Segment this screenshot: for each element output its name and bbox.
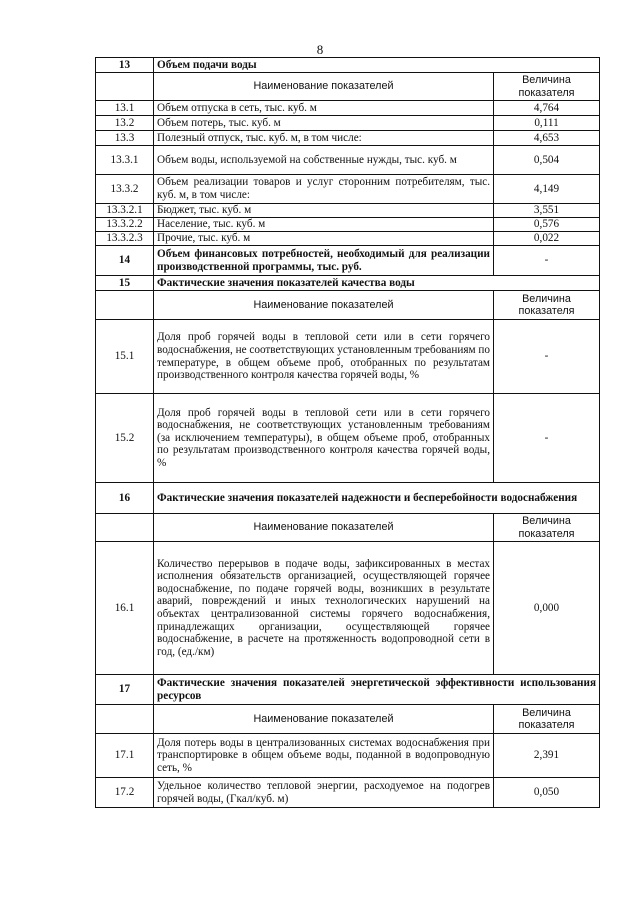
column-header-row: [96, 73, 600, 101]
header-blank-cell: [96, 514, 154, 542]
column-header-row: [96, 705, 600, 734]
section-row: [96, 246, 600, 276]
row-value: 0,576: [494, 218, 600, 232]
row-value: 0,000: [494, 542, 600, 675]
header-blank-cell: [96, 291, 154, 320]
table-row: [96, 131, 600, 146]
row-value: 0,050: [494, 778, 600, 808]
section-number: 17: [96, 675, 154, 705]
row-number: 13.3: [96, 131, 154, 146]
row-name: Доля проб горячей воды в тепловой сети или в сети горячего водоснабжения, не соответствующих установленным требованиям (за исключением температуры), в общем объеме проб, отобранных по результатам производственного контроля качества горячей воды, %: [154, 394, 494, 483]
row-value: 0,504: [494, 146, 600, 175]
column-header-label: Наименование показателей: [154, 705, 494, 734]
row-name: Количество перерывов в подаче воды, зафиксированных в местах исполнения обязательств организацией, осуществляющей горячее водоснабжение, по подаче горячей воды, возникших в результате аварий, повреждений и иных технологических нарушений на объектах централизованной системы горячего водоснабжения, принадлежащих организации, осуществляющей горячее водоснабжение, в расчете на протяженность водопроводной сети в год, (ед./км): [154, 542, 494, 675]
column-header-label: Наименование показателей: [154, 73, 494, 101]
header-blank-cell: [96, 705, 154, 734]
section-row: [96, 276, 600, 291]
indicators-table: [95, 57, 600, 808]
row-name: Объем отпуска в сеть, тыс. куб. м: [154, 101, 494, 116]
row-name: Доля проб горячей воды в тепловой сети или в сети горячего водоснабжения, не соответствующих установленным требованиям по температуре, в общем объеме проб, отобранных по результатам производственного контроля качества горячей воды, %: [154, 320, 494, 394]
row-number: 13.3.2: [96, 175, 154, 204]
row-value: 0,111: [494, 116, 600, 131]
header-blank-cell: [96, 73, 154, 101]
table-row: [96, 116, 600, 131]
row-number: 16.1: [96, 542, 154, 675]
row-number: 17.1: [96, 734, 154, 778]
table-row: [96, 320, 600, 394]
page-number: 8: [316, 42, 324, 57]
section-row: [96, 483, 600, 514]
row-number: 15.1: [96, 320, 154, 394]
row-value: -: [494, 320, 600, 394]
row-name: Прочие, тыс. куб. м: [154, 232, 494, 246]
section-row: [96, 675, 600, 705]
section-title: Объем финансовых потребностей, необходимый для реализации производственной программы, тыс. руб.: [154, 246, 494, 276]
row-name: Население, тыс. куб. м: [154, 218, 494, 232]
row-name: Бюджет, тыс. куб. м: [154, 204, 494, 218]
section-number: 15: [96, 276, 154, 291]
row-number: 13.3.2.1: [96, 204, 154, 218]
column-header-value: Величина показателя: [494, 514, 600, 542]
section-value: -: [494, 246, 600, 276]
row-number: 13.3.2.2: [96, 218, 154, 232]
table-row: [96, 204, 600, 218]
row-name: Объем реализации товаров и услуг сторонним потребителям, тыс. куб. м, в том числе:: [154, 175, 494, 204]
row-value: 0,022: [494, 232, 600, 246]
table-row: [96, 394, 600, 483]
row-name: Объем потерь, тыс. куб. м: [154, 116, 494, 131]
row-number: 13.1: [96, 101, 154, 116]
row-number: 15.2: [96, 394, 154, 483]
row-name: Полезный отпуск, тыс. куб. м, в том числе:: [154, 131, 494, 146]
column-header-label: Наименование показателей: [154, 291, 494, 320]
row-number: 13.3.1: [96, 146, 154, 175]
column-header-value: Величина показателя: [494, 705, 600, 734]
section-number: 13: [96, 58, 154, 73]
row-name: Доля потерь воды в централизованных системах водоснабжения при транспортировке в общем объеме воды, поданной в водопроводную сеть, %: [154, 734, 494, 778]
row-value: 4,653: [494, 131, 600, 146]
column-header-label: Наименование показателей: [154, 514, 494, 542]
section-title: Фактические значения показателей качества воды: [154, 276, 600, 291]
table-row: [96, 778, 600, 808]
row-value: -: [494, 394, 600, 483]
column-header-value: Величина показателя: [494, 73, 600, 101]
row-value: 3,551: [494, 204, 600, 218]
row-value: 4,764: [494, 101, 600, 116]
column-header-row: [96, 514, 600, 542]
indicators-table-body: [96, 58, 600, 808]
table-row: [96, 542, 600, 675]
table-row: [96, 101, 600, 116]
section-title: Объем подачи воды: [154, 58, 600, 73]
row-value: 4,149: [494, 175, 600, 204]
table-row: [96, 734, 600, 778]
section-title: Фактические значения показателей надежности и бесперебойности водоснабжения: [154, 483, 600, 514]
row-value: 2,391: [494, 734, 600, 778]
section-number: 14: [96, 246, 154, 276]
table-row: [96, 146, 600, 175]
section-title: Фактические значения показателей энергетической эффективности использования ресурсов: [154, 675, 600, 705]
section-number: 16: [96, 483, 154, 514]
row-name: Удельное количество тепловой энергии, расходуемое на подогрев горячей воды, (Гкал/куб. м): [154, 778, 494, 808]
row-number: 17.2: [96, 778, 154, 808]
table-row: [96, 175, 600, 204]
row-name: Объем воды, используемой на собственные нужды, тыс. куб. м: [154, 146, 494, 175]
row-number: 13.3.2.3: [96, 232, 154, 246]
section-row: [96, 58, 600, 73]
table-row: [96, 218, 600, 232]
column-header-row: [96, 291, 600, 320]
row-number: 13.2: [96, 116, 154, 131]
column-header-value: Величина показателя: [494, 291, 600, 320]
table-row: [96, 232, 600, 246]
